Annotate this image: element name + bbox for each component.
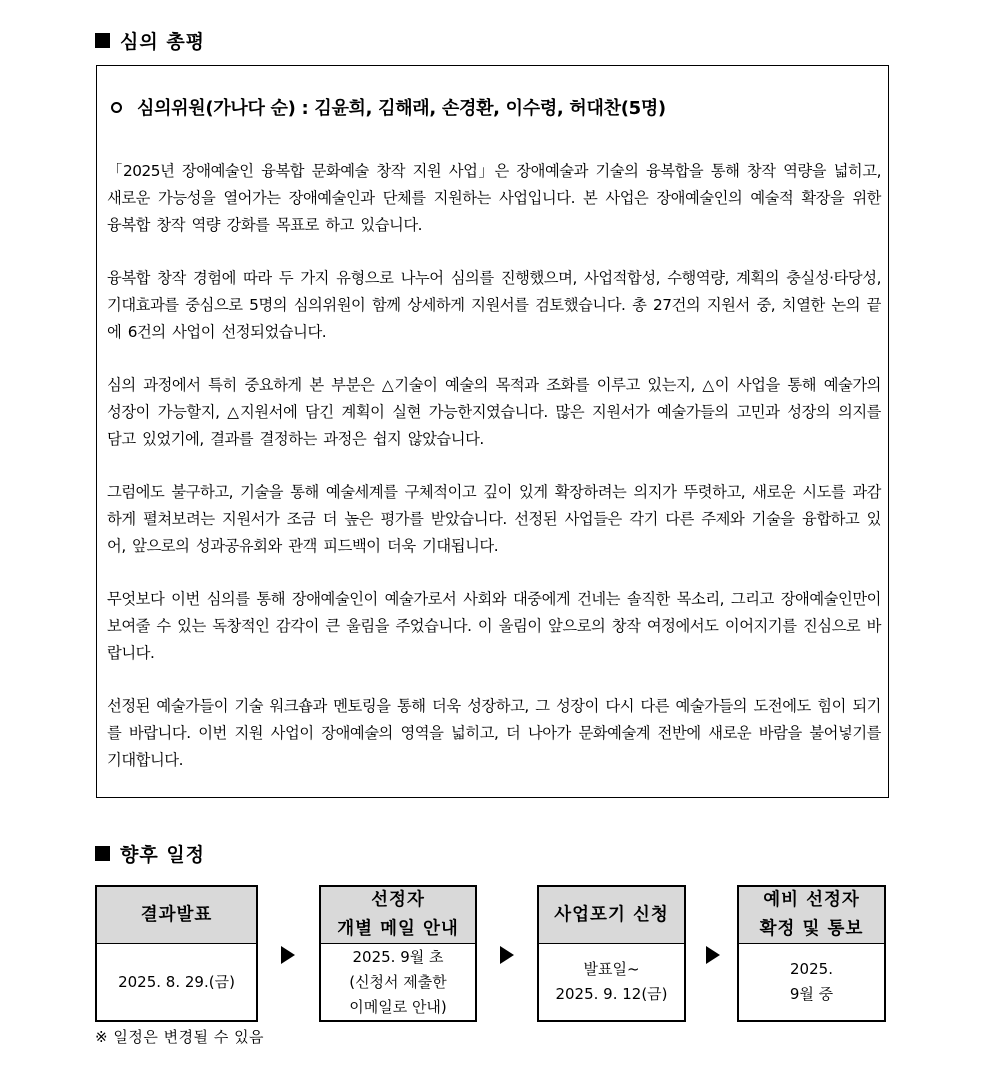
committee-members-line xyxy=(111,94,666,120)
body-line: 2025. xyxy=(790,960,833,978)
review-paragraph-5: 무엇보다 이번 심의를 통해 장애예술인이 예술가로서 사회와 대중에게 건네는 솔직한 목소리, 그리고 장애예술인만이 보여줄 수 있는 독창적인 감각이 큰 울림을 주었습니다. 이 울림이 앞으로의 창작 여정에서도 이어지기를 진심으로 바랍니다. xyxy=(107,590,881,662)
body-line: 2025. 8. 29.(금) xyxy=(118,972,235,991)
schedule-step-body xyxy=(539,944,684,1020)
schedule-step-header xyxy=(321,887,475,944)
schedule-step-email-notice xyxy=(319,885,477,1022)
body-line: 이메일로 안내) xyxy=(349,997,447,1016)
review-paragraph-3: 심의 과정에서 특히 중요하게 본 부분은 △기술이 예술의 목적과 조화를 이루고 있는지, △이 사업을 통해 예술가의 성장이 가능할지, △지원서에 담긴 계획이 실현 가능한지였습니다. 많은 지원서가 예술가들의 고민과 성장의 의지를 담고 있었기에, 결과를 결정하는 과정은 쉽지 않았습니다. xyxy=(107,376,881,448)
schedule-step-header xyxy=(739,887,884,944)
committee-members-text: 심의위원(가나다 순) : 김윤희, 김해래, 손경환, 이수령, 허대찬(5명) xyxy=(137,98,666,119)
body-line: 2025. 9월 초 xyxy=(352,947,444,966)
schedule-step-header xyxy=(539,887,684,944)
body-line: (신청서 제출한 xyxy=(349,972,447,991)
review-summary-box xyxy=(96,65,889,798)
right-triangle-arrow-icon xyxy=(706,946,720,964)
header-line: 예비 선정자 xyxy=(763,890,860,910)
review-paragraph-4: 그럼에도 불구하고, 기술을 통해 예술세계를 구체적이고 깊이 있게 확장하려는 의지가 뚜렷하고, 새로운 시도를 과감하게 펼쳐보려는 지원서가 조금 더 높은 평가를 받았습니다. 선정된 사업들은 각기 다른 주제와 기술을 융합하고 있어, 앞으로의 성과공유회와 관객 피드백이 더욱 기대됩니다. xyxy=(107,483,881,555)
schedule-step-result-announcement xyxy=(95,885,258,1022)
circle-bullet-icon xyxy=(111,102,122,113)
review-paragraph-6: 선정된 예술가들이 기술 워크숍과 멘토링을 통해 더욱 성장하고, 그 성장이 다시 다른 예술가들의 도전에도 힘이 되기를 바랍니다. 이번 지원 사업이 장애예술의 영역을 넓히고, 더 나아가 문화예술계 전반에 새로운 바람을 불어넣기를 기대합니다. xyxy=(107,697,881,769)
schedule-step-withdrawal-request xyxy=(537,885,686,1022)
schedule-step-header xyxy=(97,887,256,944)
review-section-title-text: 심의 총평 xyxy=(120,31,206,53)
review-paragraph-1: 「2025년 장애예술인 융복합 문화예술 창작 지원 사업」은 장애예술과 기술의 융복합을 통해 창작 역량을 넓히고, 새로운 가능성을 열어가는 장애예술인과 단체를 지원하는 사업입니다. 본 사업은 장애예술인의 예술적 확장을 위한 융복합 창작 역량 강화를 목표로 하고 있습니다. xyxy=(107,162,881,234)
header-line: 사업포기 신청 xyxy=(554,904,669,925)
schedule-change-note: ※ 일정은 변경될 수 있음 xyxy=(95,1028,265,1046)
schedule-step-body xyxy=(321,944,475,1020)
body-line: 2025. 9. 12(금) xyxy=(555,985,668,1003)
schedule-section-title xyxy=(95,840,205,867)
schedule-step-body xyxy=(739,944,884,1020)
review-section-title xyxy=(95,27,205,54)
review-paragraph-2: 융복합 창작 경험에 따라 두 가지 유형으로 나누어 심의를 진행했으며, 사업적합성, 수행역량, 계획의 충실성·타당성, 기대효과를 중심으로 5명의 심의위원이 함께 상세하게 지원서를 검토했습니다. 총 27건의 지원서 중, 치열한 논의 끝에 6건의 사업이 선정되었습니다. xyxy=(107,269,881,341)
schedule-step-reserve-confirmation xyxy=(737,885,886,1022)
header-line: 개별 메일 안내 xyxy=(337,919,459,939)
schedule-section-title-text: 향후 일정 xyxy=(120,844,206,866)
body-line: 9월 중 xyxy=(789,985,834,1003)
schedule-step-body xyxy=(97,944,256,1020)
header-line: 선정자 xyxy=(371,890,425,910)
right-triangle-arrow-icon xyxy=(281,946,295,964)
header-line: 결과발표 xyxy=(140,904,213,925)
square-bullet-icon xyxy=(95,846,110,861)
body-line: 발표일~ xyxy=(583,960,640,978)
header-line: 확정 및 통보 xyxy=(759,919,864,939)
square-bullet-icon xyxy=(95,33,110,48)
right-triangle-arrow-icon xyxy=(500,946,514,964)
